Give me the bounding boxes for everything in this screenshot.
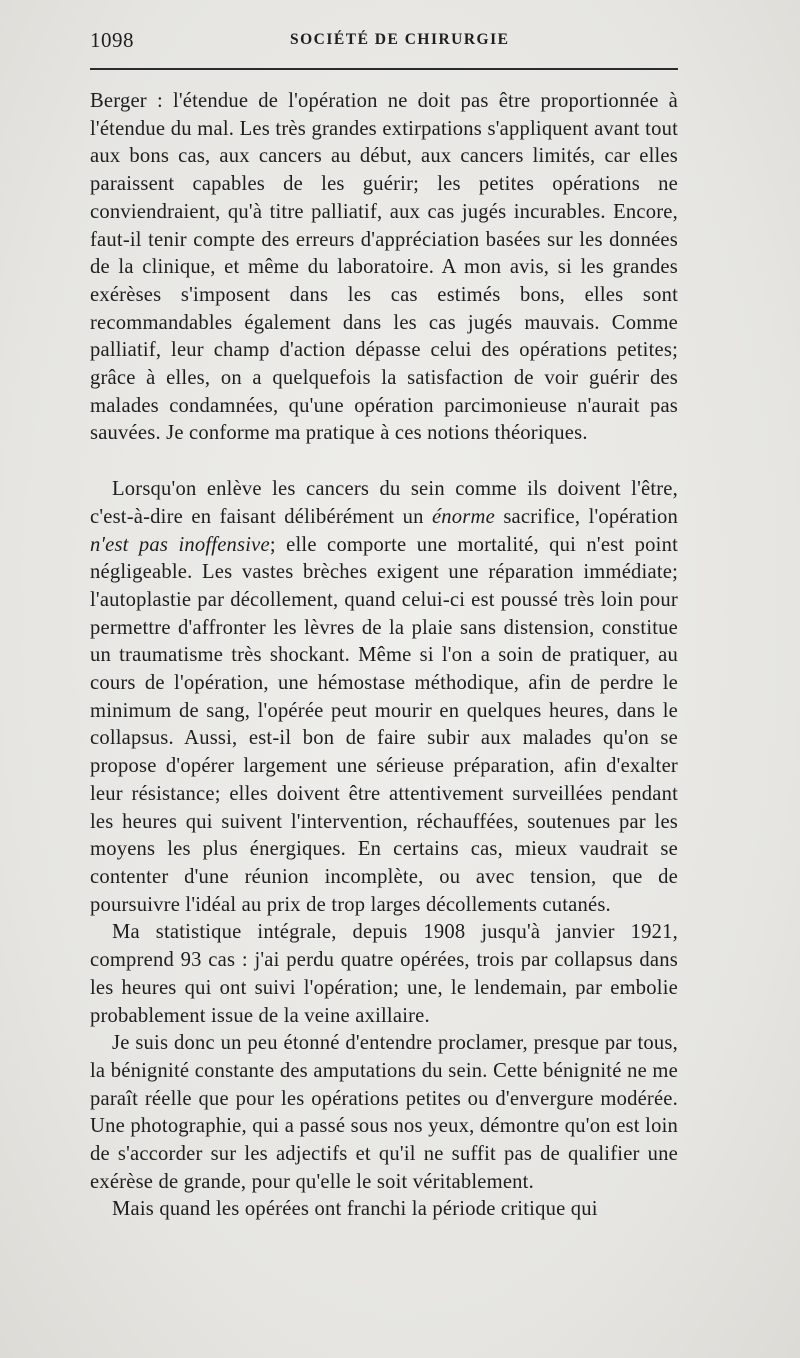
paragraph-statistics: Ma statistique intégrale, depuis 1908 jusqu'à janvier 1921, comprend 93 cas : j'ai perdu quatre opérées, trois par collapsus dans les heures qui ont suivi l'opération; une, le lendemain, par embolie probablement issue de la veine axillaire. <box>90 921 678 1027</box>
paragraph-mortality-part-2: sacrifice, l'opération <box>494 505 678 528</box>
header-rule <box>90 68 678 70</box>
paragraph-mortality <box>90 476 678 919</box>
italic-enorme: énorme <box>431 505 495 528</box>
page-header <box>90 24 678 54</box>
paragraph-gap <box>90 448 678 476</box>
paragraph-final: Mais quand les opérées ont franchi la période critique qui <box>112 1198 598 1221</box>
paragraph-benignity: Je suis donc un peu étonné d'entendre proclamer, presque par tous, la bénignité constante des amputations du sein. Cette bénignité ne me paraît réelle que pour les opérations petites ou d'envergure modérée. Une photographie, qui a passé sous nos yeux, démontre qu'on est loin de s'accorder sur les adjectifs et qu'il ne suffit pas de qualifier une exérèse de grande, pour qu'elle le soit véritablement. <box>90 1032 678 1193</box>
paragraph-mortality-part-3: ; elle comporte une mortalité, qui n'est point négligeable. Les vastes brèches exigent une réparation immédiate; l'autoplastie par décollement, quand celui-ci est poussé très loin pour permettre d'affronter les lèvres de la plaie sans distension, constitue un traumatisme très shockant. Même si l'on a soin de pratiquer, au cours de l'opération, une hémostase méthodique, afin de perdre le minimum de sang, l'opérée peut mourir en quelques heures, dans le collapsus. Aussi, est-il bon de faire subir aux malades qu'on se propose d'opérer largement une sérieuse préparation, afin d'exalter leur résistance; elles doivent être attentivement surveillées pendant les heures qui suivent l'intervention, réchauffées, soutenues par les moyens les plus énergiques. En certains cas, mieux vaudrait se contenter d'une réunion incomplète, ou avec tension, que de poursuivre l'idéal au prix de trop larges décollements cutanés. <box>90 533 678 916</box>
paragraph-mortality-part-1: Lorsqu'on enlève les cancers du sein comme ils doivent l'être, c'est-à-dire en faisant délibérément un <box>90 478 678 528</box>
running-title: SOCIÉTÉ DE CHIRURGIE <box>290 31 510 48</box>
italic-not-inoffensive: n'est pas inoffensive <box>90 533 270 556</box>
body-text <box>90 88 678 1224</box>
paragraph-continuation: Berger : l'étendue de l'opération ne doit pas être proportionnée à l'étendue du mal. Les très grandes extirpations s'appliquent avant tout aux bons cas, aux cancers au début, aux cancers limités, car elles paraissent capables de les guérir; les petites opérations ne conviendraient, qu'à titre palliatif, aux cas jugés incurables. Encore, faut-il tenir compte des erreurs d'appréciation basées sur les données de la clinique, et même du laboratoire. A mon avis, si les grandes exérèses s'imposent dans les cas estimés bons, elles sont recommandables également dans les cas jugés mauvais. Comme palliatif, leur champ d'action dépasse celui des opérations petites; grâce à elles, on a quelquefois la satisfaction de voir guérir des malades condamnées, qu'une opération parcimonieuse n'aurait pas sauvées. Je conforme ma pratique à ces notions théoriques. <box>90 90 678 445</box>
page-number: 1098 <box>90 28 134 52</box>
